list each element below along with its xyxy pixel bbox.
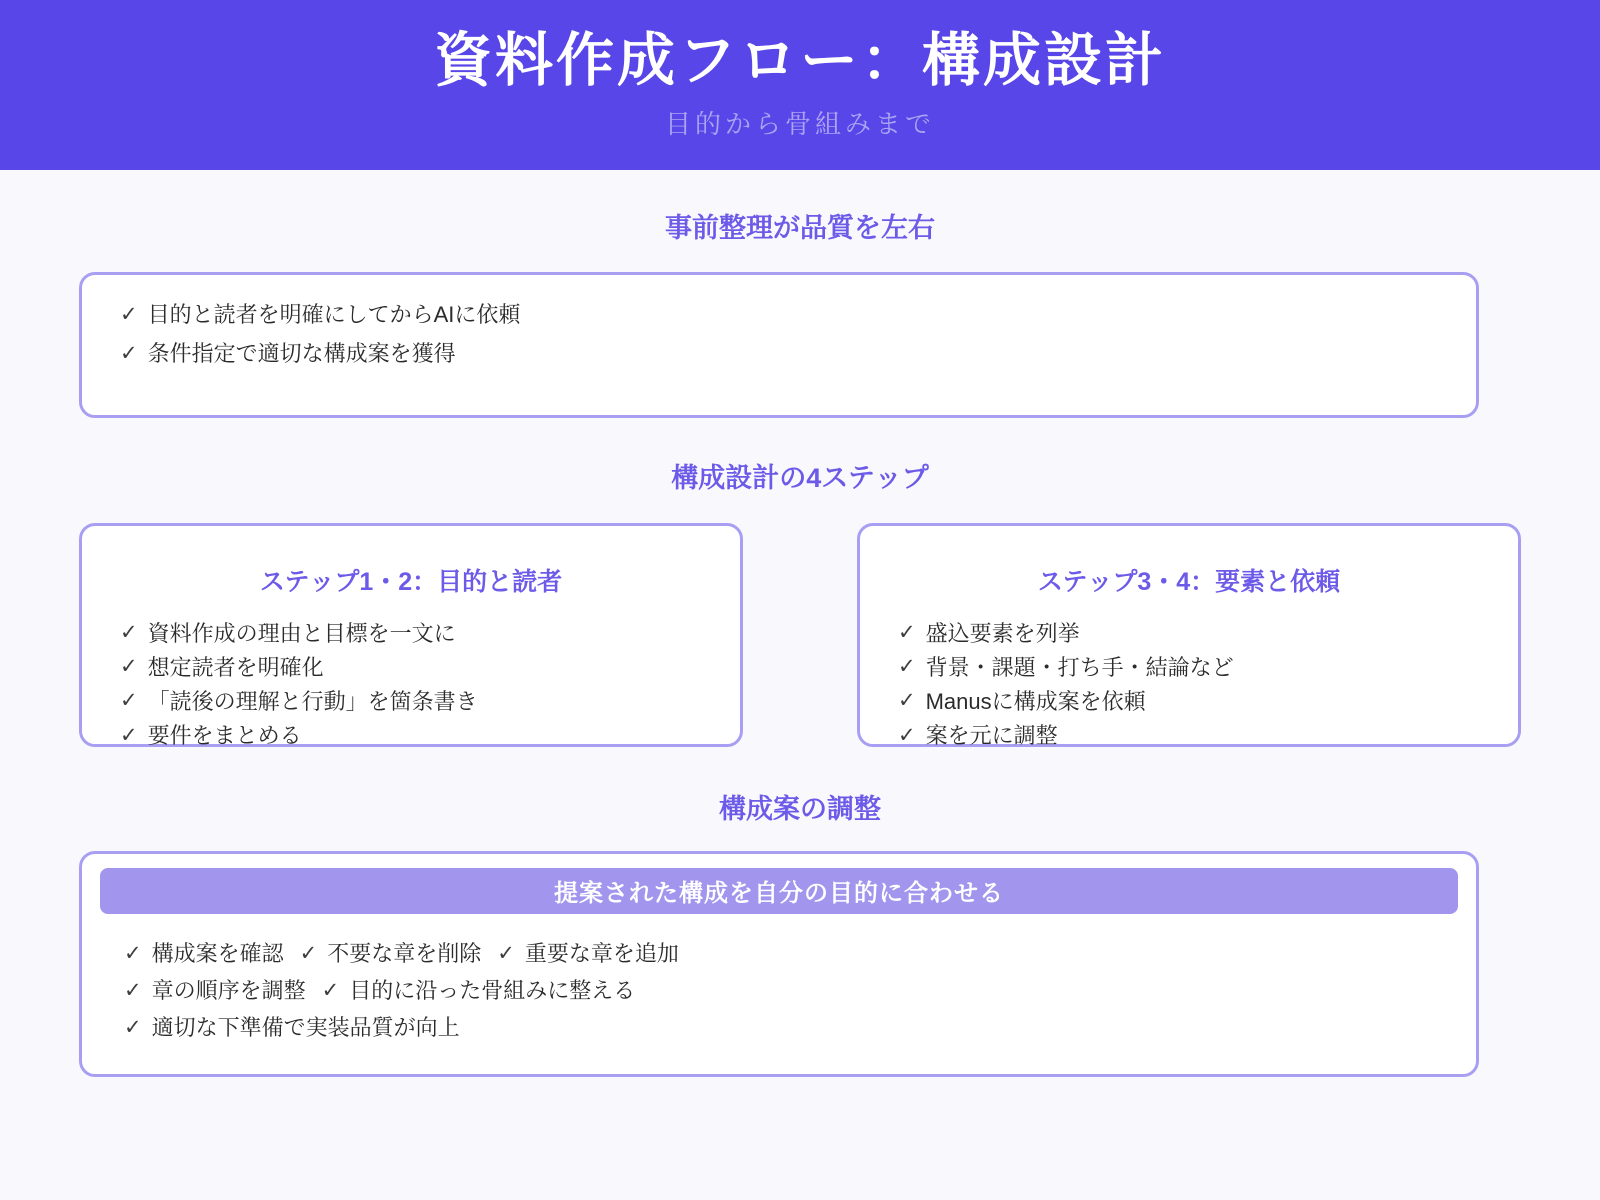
checklist-item	[300, 942, 482, 965]
check-icon: ✓	[120, 689, 138, 713]
checklist-item	[120, 342, 1438, 365]
checklist-item-label: 重要な章を追加	[524, 941, 679, 967]
checklist-item	[120, 690, 706, 713]
checklist-item	[497, 942, 679, 965]
checklist-item-label: 目的と読者を明確にしてからAIに依頼	[147, 302, 521, 328]
checklist-item	[124, 942, 284, 965]
check-icon: ✓	[299, 941, 318, 965]
checklist-item	[120, 303, 1438, 326]
checklist-item	[120, 656, 706, 679]
check-icon: ✓	[120, 723, 138, 747]
header-banner	[0, 0, 1600, 170]
checklist	[894, 622, 1484, 747]
checklist-item	[124, 1016, 460, 1039]
checklist-item	[120, 724, 706, 747]
checklist-row	[124, 1016, 1434, 1039]
card-steps-3-4	[857, 523, 1521, 747]
card-title: ステップ3・4：要素と依頼	[1037, 567, 1341, 596]
checklist-item-label: 想定読者を明確化	[147, 654, 324, 680]
checklist-item	[898, 656, 1484, 679]
checklist-item-label: 盛込要素を列挙	[925, 620, 1080, 646]
checklist-item	[120, 622, 706, 645]
checklist-item-label: 案を元に調整	[925, 723, 1058, 749]
checklist-item-label: 適切な下準備で実装品質が向上	[151, 1015, 460, 1041]
steps-cards-row	[79, 523, 1521, 747]
check-icon: ✓	[120, 655, 138, 679]
check-icon: ✓	[898, 655, 916, 679]
checklist-item-label: 「読後の理解と行動」を箇条書き	[147, 688, 478, 714]
section-heading-adjustment: 構成案の調整	[719, 793, 881, 824]
checklist-item	[898, 690, 1484, 713]
checklist-item-label: Manusに構成案を依頼	[925, 688, 1146, 714]
section-heading-four-steps: 構成設計の4ステップ	[671, 463, 929, 494]
check-icon: ✓	[898, 723, 916, 747]
checklist-item	[898, 724, 1484, 747]
checklist	[100, 914, 1458, 1039]
checklist-item	[124, 979, 306, 1002]
checklist-item-label: 不要な章を削除	[327, 941, 482, 967]
check-icon: ✓	[497, 941, 515, 965]
page-subtitle: 目的から骨組みまで	[664, 109, 935, 140]
check-icon: ✓	[124, 941, 142, 965]
section-heading-preparation: 事前整理が品質を左右	[665, 213, 935, 243]
checklist-item-label: 構成案を確認	[151, 941, 284, 967]
check-icon: ✓	[120, 302, 138, 326]
card-preparation	[79, 272, 1479, 418]
page-title: 資料作成フロー：構成設計	[433, 27, 1166, 93]
checklist-row	[124, 942, 1434, 965]
checklist-item-label: 背景・課題・打ち手・結論など	[925, 654, 1234, 680]
checklist-row	[124, 979, 1434, 1002]
check-icon: ✓	[120, 621, 138, 645]
card-adjustment	[79, 851, 1479, 1077]
checklist-item-label: 条件指定で適切な構成案を獲得	[147, 341, 456, 367]
check-icon: ✓	[321, 978, 340, 1002]
check-icon: ✓	[120, 342, 138, 365]
check-icon: ✓	[898, 621, 916, 645]
checklist-item-label: 章の順序を調整	[151, 978, 306, 1004]
checklist-item-label: 資料作成の理由と目標を一文に	[147, 620, 456, 646]
content-area	[79, 170, 1521, 1077]
check-icon: ✓	[898, 689, 916, 713]
checklist-item	[898, 622, 1484, 645]
card-steps-1-2	[79, 523, 743, 747]
check-icon: ✓	[124, 978, 142, 1002]
card-title: ステップ1・2：目的と読者	[259, 567, 563, 596]
checklist-item	[322, 979, 636, 1002]
checklist	[116, 622, 706, 747]
checklist-item-label: 目的に沿った骨組みに整える	[349, 978, 636, 1004]
adjustment-banner: 提案された構成を自分の目的に合わせる	[100, 868, 1458, 914]
checklist-item-label: 要件をまとめる	[147, 723, 302, 749]
check-icon: ✓	[124, 1015, 142, 1039]
